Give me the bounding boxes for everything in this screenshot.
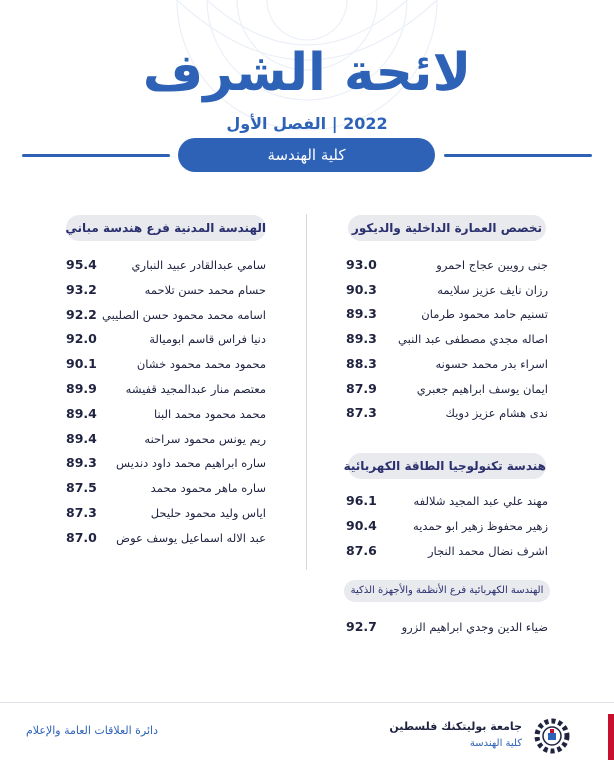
student-score: 92.0	[66, 331, 97, 347]
student-name: ساره ماهر محمود محمد	[150, 481, 266, 496]
student-name: ايمان يوسف ابراهيم جعبري	[416, 381, 548, 396]
student-name: اسامه محمد محمود حسن الصليبي	[102, 307, 266, 322]
list-item	[66, 428, 266, 450]
footer-faculty: كلية الهندسة	[469, 738, 522, 749]
column-divider	[306, 214, 307, 570]
student-score: 87.5	[66, 480, 97, 496]
student-name: سامي عبدالقادر عبيد النباري	[131, 258, 266, 272]
list-item	[66, 353, 266, 375]
list-item	[66, 403, 266, 425]
section-title-architecture: تخصص العمارة الداخلية والديكور	[348, 215, 546, 241]
student-score: 92.7	[346, 619, 377, 634]
student-score: 96.1	[346, 493, 377, 508]
edge-tab	[608, 714, 614, 760]
student-score: 87.3	[66, 505, 97, 520]
student-score: 92.2	[66, 306, 97, 322]
divider-right	[444, 154, 592, 157]
student-name: زهير محفوظ زهير ابو حمديه	[413, 519, 548, 533]
student-name: جنى رويين عجاج احمرو	[436, 258, 548, 272]
list-item	[66, 279, 266, 301]
student-name: رزان نايف عزيز سلايمه	[437, 282, 548, 297]
student-score: 87.6	[346, 543, 377, 558]
student-name: اياس وليد محمود حليحل	[150, 506, 266, 520]
student-name: محمد محمود محمد البنا	[154, 406, 266, 421]
list-item	[66, 304, 266, 326]
student-score: 89.3	[66, 455, 97, 471]
divider-left	[22, 154, 170, 157]
student-name: تسنيم حامد محمود طرمان	[421, 307, 548, 322]
student-score: 87.0	[66, 529, 97, 545]
student-name: معتصم منار عبدالمجيد قفيشه	[125, 382, 266, 396]
student-name: حسام محمد حسن تلاحمه	[144, 282, 266, 297]
semester-subtitle: 2022 | الفصل الأول	[226, 114, 388, 133]
list-item	[66, 378, 266, 400]
list-item	[66, 254, 266, 276]
student-name: ندى هشام عزيز دويك	[445, 406, 548, 421]
page-title: لائحة الشرف	[142, 43, 472, 103]
university-logo-icon	[530, 714, 574, 758]
student-name: عبد الاله اسماعيل يوسف عوض	[116, 530, 266, 545]
section-title-civil: الهندسة المدنية فرع هندسة مباني	[66, 215, 266, 241]
student-name: اشرف نضال محمد النجار	[427, 544, 548, 558]
student-score: 93.2	[66, 281, 97, 297]
student-name: ريم يونس محمود سراحنه	[144, 431, 266, 446]
student-score: 89.4	[66, 430, 97, 446]
student-name: محمود محمد محمود خشان	[136, 357, 266, 372]
student-name: ساره ابراهيم محمد داود دنديس	[116, 456, 266, 471]
student-score: 87.9	[346, 380, 377, 396]
list-item	[346, 378, 548, 400]
student-score: 88.3	[346, 355, 377, 371]
list-item	[346, 515, 548, 537]
student-score: 95.4	[66, 257, 97, 272]
list-item	[66, 527, 266, 549]
student-score: 89.3	[346, 331, 377, 347]
section-title-energy: هندسة تكنولوجيا الطاقة الكهربائية	[348, 453, 546, 479]
list-item	[66, 328, 266, 350]
footer-department: دائرة العلاقات العامة والإعلام	[26, 724, 159, 737]
student-score: 90.4	[346, 518, 377, 533]
student-name: اسراء بدر محمد حسونه	[435, 356, 548, 371]
section-title-smart-systems: الهندسة الكهربائية فرع الأنظمة والأجهزة الذكية	[344, 580, 550, 602]
student-score: 89.9	[66, 381, 97, 396]
student-score: 89.4	[66, 405, 97, 421]
list-item	[346, 328, 548, 350]
student-name: اصاله مجدي مصطفى عبد النبي	[398, 332, 548, 347]
student-score: 89.3	[346, 306, 377, 322]
student-name: ضياء الدين وجدي ابراهيم الزرو	[401, 620, 548, 634]
list-item	[346, 402, 548, 424]
student-name: دنيا فراس قاسم ابوميالة	[149, 332, 266, 347]
list-item	[66, 452, 266, 474]
footer-university: جامعة بوليتكنك فلسطين	[389, 720, 522, 733]
list-item	[346, 490, 548, 512]
student-score: 90.3	[346, 281, 377, 297]
student-name: مهند علي عبد المجيد شلالفه	[413, 494, 548, 508]
student-score: 90.1	[66, 356, 97, 372]
list-item	[346, 540, 548, 562]
student-score: 93.0	[346, 257, 377, 272]
student-score: 87.3	[346, 405, 377, 421]
list-item	[346, 254, 548, 276]
list-item	[346, 303, 548, 325]
list-item	[346, 279, 548, 301]
faculty-badge: كلية الهندسة	[178, 138, 435, 172]
list-item	[66, 502, 266, 524]
list-item	[66, 477, 266, 499]
list-item	[346, 616, 548, 638]
list-item	[346, 353, 548, 375]
